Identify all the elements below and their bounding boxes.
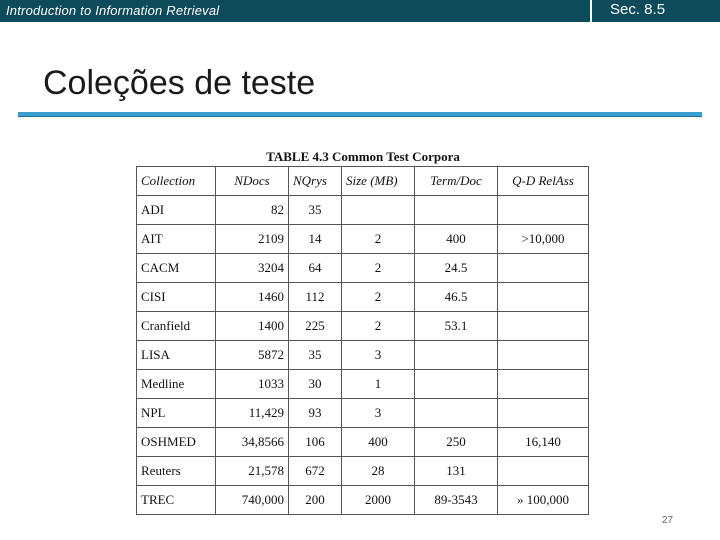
table-cell: [498, 399, 589, 428]
table-cell: [498, 196, 589, 225]
title-underline-shadow: [18, 116, 702, 117]
table-cell: 46.5: [415, 283, 498, 312]
table-cell: 1: [342, 370, 415, 399]
column-header: Size (MB): [342, 167, 415, 196]
table-cell: 2109: [216, 225, 289, 254]
table-cell: 1460: [216, 283, 289, 312]
table-row: [137, 283, 589, 312]
slide-title: Coleções de teste: [43, 64, 316, 102]
table-cell: 35: [289, 341, 342, 370]
table-row: [137, 254, 589, 283]
table-row: [137, 196, 589, 225]
table-cell: Reuters: [137, 457, 216, 486]
table-cell: 740,000: [216, 486, 289, 515]
table-cell: TREC: [137, 486, 216, 515]
table-body: [137, 196, 589, 515]
table-header-row: [137, 167, 589, 196]
table-cell: 35: [289, 196, 342, 225]
table-cell: [498, 283, 589, 312]
table-cell: 34,8566: [216, 428, 289, 457]
table-cell: [415, 196, 498, 225]
table-cell: 93: [289, 399, 342, 428]
column-header: Collection: [137, 167, 216, 196]
table-cell: [498, 312, 589, 341]
table-cell: 672: [289, 457, 342, 486]
table-cell: 1400: [216, 312, 289, 341]
table-cell: 5872: [216, 341, 289, 370]
table-cell: AIT: [137, 225, 216, 254]
table-cell: 112: [289, 283, 342, 312]
table-row: [137, 312, 589, 341]
header-separator: [590, 0, 592, 22]
table-row: [137, 486, 589, 515]
column-header: NQrys: [289, 167, 342, 196]
section-reference: Sec. 8.5: [610, 1, 666, 18]
table-cell: 64: [289, 254, 342, 283]
table-cell: 2: [342, 283, 415, 312]
table-cell: 16,140: [498, 428, 589, 457]
table-cell: 3: [342, 341, 415, 370]
table-cell: [415, 399, 498, 428]
table-cell: 400: [342, 428, 415, 457]
table-cell: » 100,000: [498, 486, 589, 515]
table-cell: 24.5: [415, 254, 498, 283]
table-cell: [342, 196, 415, 225]
table-row: [137, 341, 589, 370]
page-number: 27: [662, 515, 674, 526]
table-cell: 200: [289, 486, 342, 515]
table-cell: [498, 370, 589, 399]
table-cell: 250: [415, 428, 498, 457]
table-cell: 3204: [216, 254, 289, 283]
corpora-table: [136, 166, 589, 515]
column-header: Term/Doc: [415, 167, 498, 196]
column-header: NDocs: [216, 167, 289, 196]
table-cell: 14: [289, 225, 342, 254]
table-cell: 2: [342, 254, 415, 283]
table-cell: >10,000: [498, 225, 589, 254]
table-cell: LISA: [137, 341, 216, 370]
table-cell: CACM: [137, 254, 216, 283]
table-cell: 11,429: [216, 399, 289, 428]
table-caption: TABLE 4.3 Common Test Corpora: [266, 149, 460, 164]
table-cell: 2: [342, 312, 415, 341]
table-cell: Medline: [137, 370, 216, 399]
table-cell: [415, 370, 498, 399]
table-cell: 21,578: [216, 457, 289, 486]
table-cell: 89-3543: [415, 486, 498, 515]
table-cell: 30: [289, 370, 342, 399]
table-cell: 82: [216, 196, 289, 225]
table-cell: OSHMED: [137, 428, 216, 457]
table-cell: NPL: [137, 399, 216, 428]
table-cell: 1033: [216, 370, 289, 399]
table-cell: [498, 341, 589, 370]
table-cell: CISI: [137, 283, 216, 312]
table-row: [137, 428, 589, 457]
table-cell: 2000: [342, 486, 415, 515]
table-row: [137, 225, 589, 254]
table-cell: 53.1: [415, 312, 498, 341]
table-row: [137, 370, 589, 399]
column-header: Q-D RelAss: [498, 167, 589, 196]
table-cell: Cranfield: [137, 312, 216, 341]
table-cell: 131: [415, 457, 498, 486]
table-row: [137, 457, 589, 486]
table-cell: 400: [415, 225, 498, 254]
table-cell: ADI: [137, 196, 216, 225]
table-cell: [415, 341, 498, 370]
table-cell: [498, 457, 589, 486]
table-cell: 3: [342, 399, 415, 428]
table-cell: 2: [342, 225, 415, 254]
table-cell: [498, 254, 589, 283]
table-cell: 28: [342, 457, 415, 486]
table-cell: 106: [289, 428, 342, 457]
table-row: [137, 399, 589, 428]
table-cell: 225: [289, 312, 342, 341]
course-title: Introduction to Information Retrieval: [6, 3, 220, 18]
